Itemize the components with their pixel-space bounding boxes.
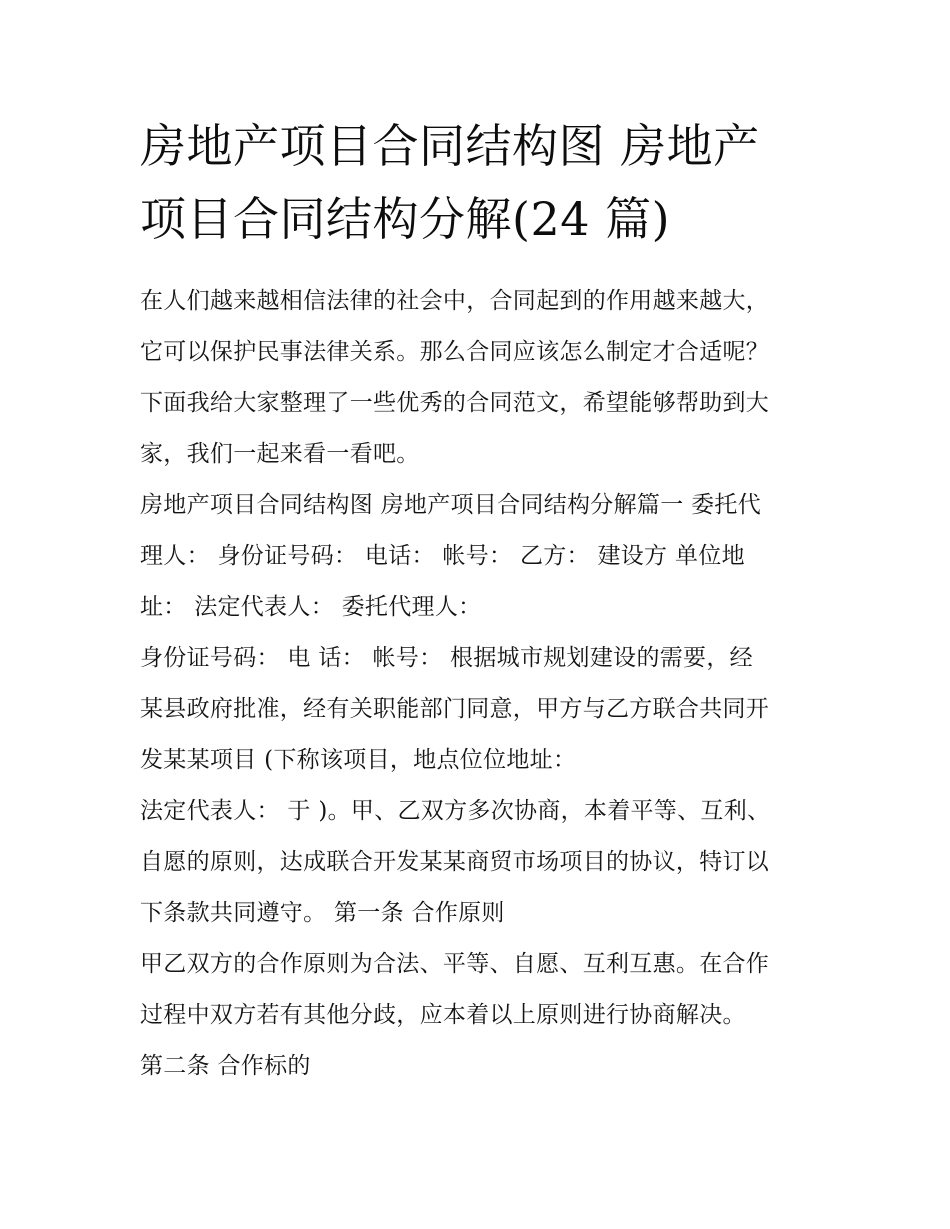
text-line: 某县政府批准，经有关职能部门同意，甲方与乙方联合共同开 (140, 696, 770, 722)
text-line: 甲乙双方的合作原则为合法、平等、自愿、互利互惠。在合作 (140, 951, 770, 977)
text-line: 在人们越来越相信法律的社会中，合同起到的作用越来越大， (140, 288, 770, 314)
text-line: 法定代表人： 于 )。甲、乙双方多次协商，本着平等、互利、 (140, 798, 771, 824)
text-line: 发某某项目 (下称该项目，地点位位地址： (140, 747, 577, 773)
title-line: 房地产项目合同结构图 房地产 (140, 119, 760, 173)
paragraph-intro (140, 276, 820, 480)
text-line: 址： 法定代表人： 委托代理人： (140, 594, 482, 620)
text-line: 过程中双方若有其他分歧，应本着以上原则进行协商解决。 (140, 1002, 746, 1028)
text-line: 理人： 身份证号码： 电话： 帐号： 乙方： 建设方 单位地 (140, 543, 745, 569)
paragraph-parties (140, 480, 820, 633)
text-line: 它可以保护民事法律关系。那么合同应该怎么制定才合适呢？ (140, 339, 770, 365)
text-line: 下条款共同遵守。 第一条 合作原则 (140, 900, 505, 926)
title-line: 项目合同结构分解(24 篇) (140, 192, 671, 246)
text-line: 自愿的原则，达成联合开发某某商贸市场项目的协议，特订以 (140, 849, 770, 875)
paragraph-background (140, 633, 820, 786)
paragraph-principles (140, 939, 820, 1041)
paragraph-agreement (140, 786, 820, 939)
document-title (140, 110, 820, 256)
text-line: 房地产项目合同结构图 房地产项目合同结构分解篇一 委托代 (140, 492, 762, 518)
document-body (140, 276, 820, 1092)
text-line: 家，我们一起来看一看吧。 (140, 441, 420, 467)
text-line: 下面我给大家整理了一些优秀的合同范文，希望能够帮助到大 (140, 390, 770, 416)
text-line: 身份证号码： 电 话： 帐号： 根据城市规划建设的需要，经 (140, 645, 753, 671)
section-heading-article-2 (140, 1041, 820, 1092)
text-line: 第二条 合作标的 (140, 1053, 311, 1079)
